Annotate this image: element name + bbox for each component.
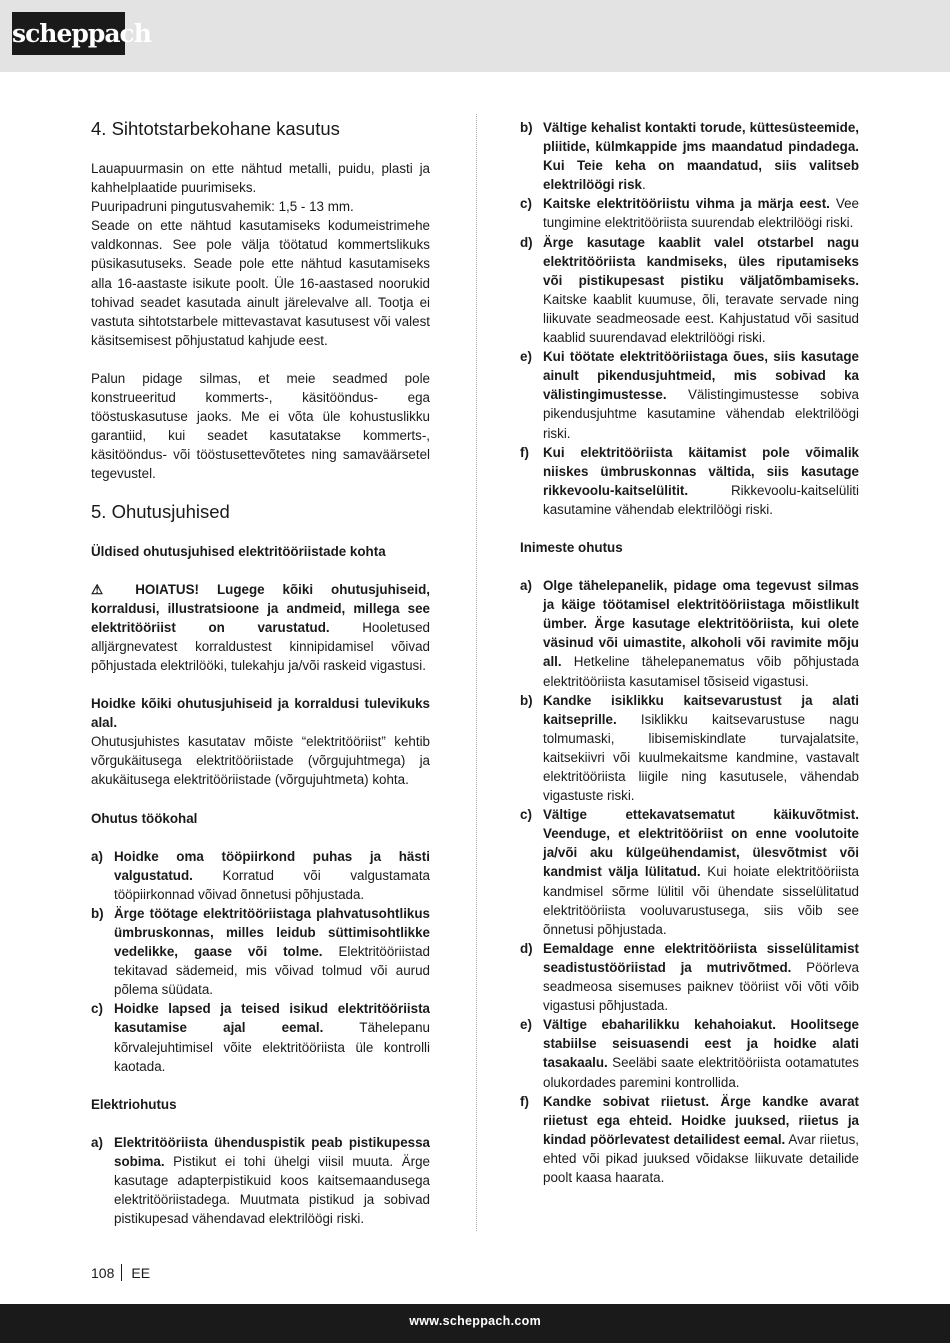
workplace-list	[91, 847, 430, 1076]
item-bold-text: Ärge töötage elektritööriistaga plahvatusohtlikus ümbruskonnas, milles leidub süttimisohtlikke vedelikke, gaase või tolme.	[114, 905, 430, 960]
item-label: c)	[520, 196, 532, 212]
personal-safety-heading: Inimeste ohutus	[520, 539, 623, 555]
item-label: c)	[91, 1001, 103, 1017]
brand-logo: scheppach	[12, 12, 125, 55]
item-label: b)	[91, 905, 104, 921]
warning-paragraph	[91, 580, 430, 675]
item-label: b)	[520, 120, 533, 135]
item-label: b)	[520, 692, 533, 708]
electrical-safety-heading: Elektriohutus	[91, 1096, 177, 1112]
item-label: f)	[520, 444, 529, 460]
item-bold-text: Hoidke lapsed ja teised isikud elektritööriista kasutamise ajal eemal.	[114, 1001, 430, 1036]
item-text: Tähelepanu kõrvalejuhtimisel võite elektritööriista üle kontrolli kaotada.	[114, 1020, 430, 1074]
item-bold-text: Vältige ebaharilikku kehahoiakut. Hoolitsege stabiilse seisuasendi eest ja hoidke alati tasakaalu.	[543, 1017, 859, 1071]
item-label: a)	[91, 848, 103, 864]
item-bold-text: Kui töötate elektritööriistaga õues, siis kasutage ainult pikendusjuhtmeid, mis sobivad ka välistingimustesse.	[543, 349, 859, 403]
item-bold-text: Kandke isiklikku kaitsevarustust ja alati kaitseprille.	[543, 692, 859, 727]
item-label: e)	[520, 1017, 532, 1033]
list-item	[520, 939, 859, 1015]
item-bold-text: Eemaldage enne elektritööriista sisselülitamist seadistustööriistad ja mutrivõtmed.	[543, 940, 859, 975]
item-label: f)	[520, 1093, 529, 1109]
s4-paragraph-4: Palun pidage silmas, et meie seadmed pole konstrueeritud kommerts-, käsitööndus- ega tööstuskasutuse jaoks. Me ei võta üle kohustuslikku garantiid, kui seadet kasutatakse kommerts-, käsitööndus- või tööstusettevõtetes ning samaväärsetel tegevustel.	[91, 370, 430, 482]
list-item	[520, 1092, 859, 1187]
item-bold-text: Hoidke oma tööpiirkond puhas ja hästi valgustatud.	[114, 848, 430, 883]
item-bold-text: Vältige ettekavatsematut käikuvõtmist. Veenduge, et elektritööriist on enne voolutoite ja/või aku külgeühendamist, ülesvõtmist või kandmist välja lülitatud.	[543, 807, 859, 880]
item-bold-text: Vältige kehalist kontakti torude, küttesüsteemide, pliitide, külmkappide jms maandatud pindadega. Kui Teie keha on maandatud, siis valitseb elektrilöögi risk	[543, 120, 859, 193]
list-item	[91, 999, 430, 1075]
item-label: a)	[520, 578, 532, 594]
item-text: Seeläbi saate elektritööriista ootamatutes olukordades paremini kontrollida.	[543, 1055, 859, 1090]
item-text: Kui hoiate elektritööriista kandmisel sõrme lülitil või ühendate sisselülitatud elektritööriista vooluvarustusega, siis võib see õnnetusi põhjustada.	[543, 864, 860, 937]
item-label: c)	[520, 807, 532, 823]
warning-text: Hooletused alljärgnevatest korraldustest kinnipidamisel võivad põhjustada elektrilööki, tulekahju ja/või raskeid vigastusi.	[91, 619, 430, 673]
list-item	[520, 347, 859, 442]
footer-separator	[121, 1264, 122, 1281]
keep-instructions-text: Ohutusjuhistes kasutatav mõiste “elektritööriist” kehtib võrgukäitusega elektritööriistade (võrgujuhtmega) ja akukäitusega elektritööriistade (võrgujuhtmeta) kohta.	[91, 734, 430, 788]
list-item	[520, 691, 859, 806]
item-text: Kaitske kaablit kuumuse, õli, teravate servade ning liikuvate seadmeosade eest. Kahjustatud või sasitud kaablid suurendavad elektrilöögi riski.	[543, 291, 859, 346]
page-number: 108	[91, 1265, 115, 1281]
item-label: d)	[520, 940, 533, 956]
item-text: Hetkeline tähelepanematus võib põhjustada elektritööriista kasutamisel tõsiseid vigastusi.	[543, 654, 859, 689]
item-label: e)	[520, 349, 532, 365]
item-text: Isiklikku kaitsevarustuse nagu tolmumaski, libisemiskindlate turvajalatsite, kaitsekiivri või kuulmekaitsme kandmine, vastavalt elektritööriista liigile ning kasutusele, vähendab vigastuste riski.	[543, 711, 859, 804]
s4-paragraph-3: Seade on ette nähtud kasutamiseks kodumeistrimehe valdkonnas. See pole välja töötatud kommertslikuks püsikasutuseks. Seade pole ette nähtud kasutamiseks alla 16-aastaste isikute poolt. Üle 16-aastased noorukid tohivad seadet kasutada ainult järelevalve all. Tootja ei vastuta sihtotstarbele mittevastavat kasutusest või valest käsitsemisest põhjustatud kahjude eest.	[91, 218, 430, 348]
item-bold-text: Kui elektritööriista käitamist pole võimalik niiskes ümbruskonnas vältida, siis kasutage rikkevoolu-kaitselülitit.	[543, 444, 859, 498]
list-item	[520, 1015, 859, 1091]
item-label: d)	[520, 234, 533, 250]
section-5-title: 5. Ohutusjuhised	[91, 500, 230, 522]
list-item	[520, 576, 859, 691]
workplace-safety-heading: Ohutus töökohal	[91, 810, 198, 826]
item-text: Pöörleva seadmeosa sisemuses paiknev tööriist või võti võib vigastusi põhjustada.	[543, 959, 860, 1014]
item-text: Elektritööriistad tekitavad sädemeid, mis võivad tolmud või aurud põlema süüdata.	[114, 944, 431, 998]
page-footer	[91, 1264, 150, 1283]
item-text: Rikkevoolu-kaitselüliti kasutamine vähendab elektrilöögi riski.	[543, 482, 859, 517]
item-text: .	[641, 177, 646, 193]
item-text: Korratud või valgustamata tööpiirkonnad võivad õnnetusi põhjustada.	[114, 867, 430, 902]
item-bold-text: Kandke sobivat riietust. Ärge kandke avarat riietust ega ehteid. Hoidke juuksed, riietus ja kindad pöörlevatest detailidest eemal.	[543, 1093, 859, 1147]
item-bold-text: Kaitske elektritööriistu vihma ja märja eest.	[543, 196, 830, 212]
s4-paragraph-1: Lauapuurmasin on ette nähtud metalli, puidu, plasti ja kahhelplaatide puurimiseks.	[91, 161, 430, 196]
item-text: Avar riietus, ehted või pikad juuksed võidakse liikuvate detailide poolt kaasa haarata.	[543, 1131, 859, 1185]
item-bold-text: Olge tähelepanelik, pidage oma tegevust silmas ja käige töötamisel elektritööriistaga mõistlikult ümber. Ärge kasutage elektritööriista, kui olete väsinud või uimastite, alkoholi või ravimite mõju all.	[543, 578, 859, 670]
keep-instructions-bold: Hoidke kõiki ohutusjuhiseid ja korraldusi tulevikuks alal.	[91, 696, 430, 731]
language-code: EE	[131, 1265, 151, 1281]
item-text: Vee tungimine elektritööriista suurendab elektrilöögi riski.	[543, 196, 859, 231]
list-item	[520, 805, 859, 939]
item-text: Pistikut ei tohi ühelgi viisil muuta. Ärge kasutage adapterpistikuid koos kaitsemaandusega elektritööriistadega. Muutmata pistikud ja sobivad pistikupesad vähendavad elektrilöögi riski.	[114, 1153, 430, 1227]
item-label: a)	[91, 1134, 103, 1150]
list-item	[520, 194, 859, 232]
list-item	[91, 847, 430, 904]
right-column	[520, 118, 859, 1187]
electrical-list-continued	[520, 118, 859, 519]
list-item	[520, 233, 859, 348]
item-text: Välistingimustesse sobiva pikendusjuhtme kasutamine vähendab elektrilöögi riski.	[543, 387, 859, 441]
footer-bar	[0, 1304, 950, 1343]
header-bar	[0, 0, 950, 72]
column-divider	[476, 114, 477, 1231]
section-4-title: 4. Sihtotstarbekohane kasutus	[91, 118, 340, 139]
item-bold-text: Elektritööriista ühenduspistik peab pistikupessa sobima.	[114, 1134, 430, 1169]
item-bold-text: Ärge kasutage kaablit valel otstarbel nagu elektritööriista kandmiseks, üles riputamiseks või pistikupesast pistiku väljatõmbamiseks.	[543, 234, 859, 288]
website-url: www.scheppach.com	[409, 1314, 541, 1328]
list-item	[91, 904, 430, 999]
personal-list	[520, 576, 859, 1187]
list-item	[520, 118, 859, 194]
list-item	[520, 443, 859, 519]
warning-bold: ⚠ HOIATUS! Lugege kõiki ohutusjuhiseid, korraldusi, illustratsioone ja andmeid, millega see elektritööriist on varustatud.	[91, 581, 430, 635]
general-safety-heading: Üldised ohutusjuhised elektritööriistade kohta	[91, 543, 386, 559]
electrical-list	[91, 1133, 430, 1228]
s4-paragraph-2: Puuripadruni pingutusvahemik: 1,5 - 13 mm.	[91, 199, 354, 215]
list-item	[91, 1133, 430, 1228]
left-column	[91, 118, 430, 1228]
